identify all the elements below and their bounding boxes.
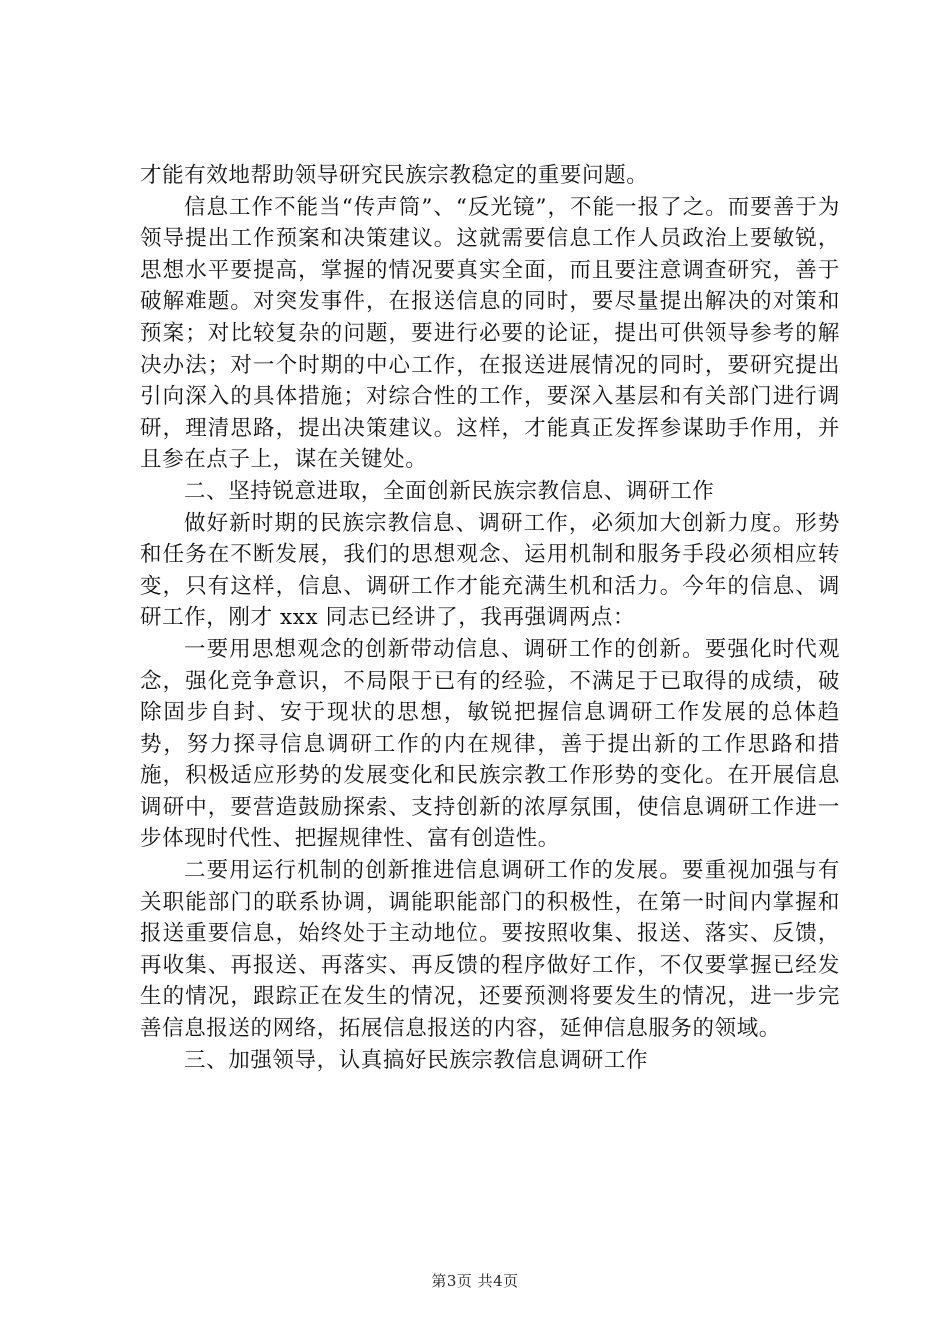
page-number-footer: 第3页 共4页: [431, 1272, 519, 1290]
section-heading-two: 二、坚持锐意进取，全面创新民族宗教信息、调研工作: [184, 478, 715, 504]
paragraph-information-work: 信息工作不能当“传声筒”、“反光镜”，不能一报了之。而要善于为领导提出工作预案和决策建议。这就需要信息工作人员政治上要敏锐，思想水平要提高，掌握的情况要真实全面，而且要注意调查研究，善于破解难题。对突发事件，在报送信息的同时，要尽量提出解决的对策和预案；对比较复杂的问题，要进行必要的论证，提出可供领导参考的解决办法；对一个时期的中心工作，在报送进展情况的同时，要研究提出引向深入的具体措施；对综合性的工作，要深入基层和有关部门进行调研，理清思路，提出决策建议。这样，才能真正发挥参谋助手作用，并且参在点子上，谋在关键处。: [140, 194, 840, 473]
section-heading-three: 三、加强领导，认真搞好民族宗教信息调研工作: [184, 1047, 649, 1073]
paragraph-point-two: 二要用运行机制的创新推进信息调研工作的发展。要重视加强与有关职能部门的联系协调，调能职能部门的积极性，在第一时间内掌握和报送重要信息，始终处于主动地位。要按照收集、报送、落实、反馈，再收集、再报送、再落实、再反馈的程序做好工作，不仅要掌握已经发生的情况，跟踪正在发生的情况，还要预测将要发生的情况，进一步完善信息报送的网络，拓展信息报送的内容，延伸信息服务的领域。: [140, 858, 840, 1042]
paragraph-continuation: 才能有效地帮助领导研究民族宗教稳定的重要问题。: [140, 163, 649, 188]
paragraph-innovation: 做好新时期的民族宗教信息、调研工作，必须加大创新力度。形势和任务在不断发展，我们的思想观念、运用机制和服务手段必须相应转变，只有这样，信息、调研工作才能充满生机和活力。今年的信息、调研工作，刚才 xxx 同志已经讲了，我再强调两点：: [140, 510, 840, 631]
paragraph-point-one: 一要用思想观念的创新带动信息、调研工作的创新。要强化时代观念，强化竞争意识，不局限于已有的经验，不满足于已取得的成绩，破除固步自封、安于现状的思想，敏锐把握信息调研工作发展的总体趋势，努力探寻信息调研工作的内在规律，善于提出新的工作思路和措施，积极适应形势的发展变化和民族宗教工作形势的变化。在开展信息调研中，要营造鼓励探索、支持创新的浓厚氛围，使信息调研工作进一步体现时代性、把握规律性、富有创造性。: [140, 636, 840, 852]
document-body: [140, 160, 840, 1076]
